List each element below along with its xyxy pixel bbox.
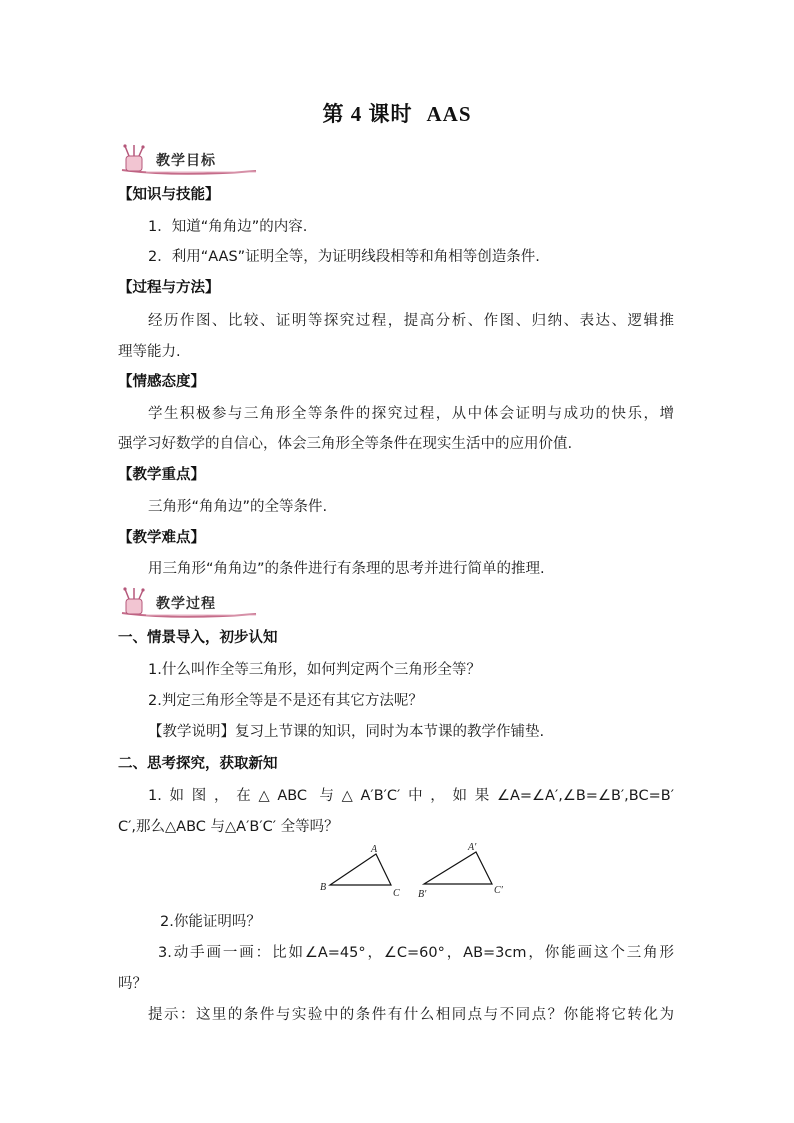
heading-attitude: 【情感态度】 (118, 374, 205, 390)
explore-item-3-line-2: 吗？ (118, 976, 147, 992)
heading-knowledge: 【知识与技能】 (118, 187, 220, 203)
title-main: 第 4 课时 (322, 102, 413, 126)
label-c: C (393, 888, 400, 899)
process-banner (116, 587, 261, 619)
heading-intro: 一、情景导入，初步认知 (118, 630, 278, 646)
label-b-prime: B′ (418, 889, 427, 900)
explore-item-1-line-2: C′,那么△ABC 与△A′B′C′ 全等吗？ (118, 819, 339, 835)
attitude-line-2: 强学习好数学的自信心，体会三角形全等条件在现实生活中的应用价值. (118, 436, 573, 452)
label-a: A (371, 844, 378, 855)
method-line-2: 理等能力. (118, 344, 181, 360)
difficulty-item-1: 用三角形“角角边”的条件进行有条理的思考并进行简单的推理. (148, 561, 545, 577)
heading-key: 【教学重点】 (118, 467, 205, 483)
heading-difficulty: 【教学难点】 (118, 530, 205, 546)
explore-item-2: 2.你能证明吗？ (160, 914, 261, 930)
label-a-prime: A′ (468, 842, 477, 853)
intro-item-1: 1.什么叫作全等三角形，如何判定两个三角形全等？ (148, 662, 481, 678)
knowledge-item-2: 2．利用“AAS”证明全等，为证明线段相等和角相等创造条件. (148, 249, 540, 265)
title-sub: AAS (426, 102, 472, 126)
explore-item-3-line-1: 3.动手画一画：比如∠A=45°，∠C=60°，AB=3cm，你能画这个三角形 (158, 945, 674, 961)
attitude-line-1: 学生积极参与三角形全等条件的探究过程，从中体会证明与成功的快乐，增 (148, 406, 674, 422)
method-line-1: 经历作图、比较、证明等探究过程，提高分析、作图、归纳、表达、逻辑推 (148, 313, 674, 329)
heading-explore: 二、思考探究，获取新知 (118, 756, 278, 772)
intro-item-2: 2.判定三角形全等是不是还有其它方法呢？ (148, 693, 423, 709)
triangle-a-prime-b-prime-c-prime (424, 852, 492, 884)
page-title (0, 98, 794, 128)
label-b: B (320, 882, 327, 893)
triangles-figure (318, 840, 518, 902)
heading-method: 【过程与方法】 (118, 280, 220, 296)
objectives-banner (116, 144, 261, 176)
objectives-banner-label: 教学目标 (156, 153, 216, 169)
key-item-1: 三角形“角角边”的全等条件. (148, 499, 328, 515)
explore-item-1-line-1: 1.如图，在△ABC 与△A′B′C′中，如果∠A=∠A′,∠B=∠B′,BC=B′ (148, 788, 674, 804)
hint-line-1: 提示：这里的条件与实验中的条件有什么相同点与不同点？你能将它转化为 (148, 1007, 674, 1023)
intro-note: 【教学说明】复习上节课的知识，同时为本节课的教学作铺垫. (148, 724, 545, 740)
label-c-prime: C′ (494, 885, 503, 896)
knowledge-item-1: 1．知道“角角边”的内容. (148, 219, 308, 235)
triangle-abc (330, 854, 391, 885)
process-banner-label: 教学过程 (156, 596, 216, 612)
